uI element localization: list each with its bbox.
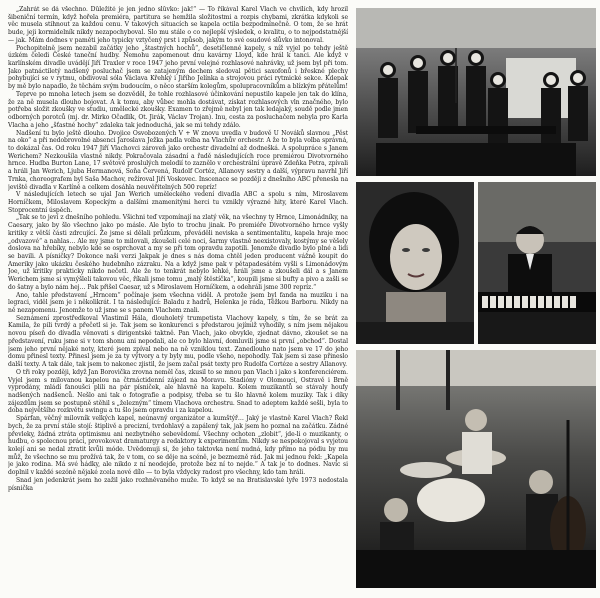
paragraph: Nadšení tu bylo ještě dlouho. Dvojice Osvobozených V + W znovu uvedla v budově U Nováků slavnou „Pěst na oko“ a při nedobrovolné absenci Jaroslava Ježka padla volba na Vlachův orchestr. A že to byla volba správná, to dokázal čas. Od roku 1947 Jiří Vlachovci zároveň jako orchestr divadelní až dodnešká. A spolupráce s Janem Werichem? Nezkoušila vlastně nikdy. Pokračovala zásadní a řadě následujících roce premiérou Divotvorného hrnce. Hudba Burton Lane, 17 světově proslulých melodií to zaznělo v orchestrální úpravě Zdeňka Petra, zpívali a hráli Jan Werich, Ljuba Hermanová, Soňa Červená, Rudolf Cortéz, Allanovy sestry a další, výpravu navrhl Jiří Trnka, choreografem byl Saša Machov, režíroval Jiří Voskovec. Inscenace se později z dnešního ABC přenesla na jeviště divadla v Karlíně a celkem dosáhla neuvěřitelných 500 repríz! <box>8 129 348 191</box>
paragraph: V následujících letech se ujal Jan Werich uměleckého vedení divadla ABC a spolu s ním, Miroslavem Horníčkem, Miloslavem Kopeckým a dalšími znamenitými herci tu vznikly výrazné hity, které Karel Vlach. Stoprocentní úspěch. <box>8 191 348 214</box>
paragraph: Snad jen jedenkrát jsem ho zažil jako rozhněvaného muže. To když se na Bratislavské lyře 1973 nedostala písnička <box>8 476 348 492</box>
article-text-column <box>8 6 348 594</box>
paragraph: „Zahrát se dá všechno. Důležité je jen jedno slůvko: jak!“ — To říkával Karel Vlach ve chvílích, kdy hrozil šibeniční termín, když hořela premiéra, partitura se hemžila složitostmi a rozpis chybami, zkrátka kdykoli se věc musela stihnout za každou cenu. V takových situacích se kapela octila bezpodmínečně. O tom, že se hrát bude, jeji kormidelník nikdy nezapochyboval. Slo mu stále o co nejlepší výsledek, o kvalitu, o to nejpodstatnější — jak. Mám dodnes v paměti jeho typicky vztyčený prst i způsob, jakým to své osudové slůvko intonoval. <box>8 6 348 44</box>
photo-band-drums-bass <box>356 350 596 588</box>
paragraph: „Tak se to jeví z dnešního pohledu. Všichni teď vzpomínají na zlatý věk, na všechny ty Hrnce, Limonádníky, na Caesary, jako by šlo všechno jako po másle. Ale bylo to trochu jinak. Po premiéře Divotvorného hrnce vyšly kritiky z větší části zdrcující. Že jsme si dělali průzkum, převáděli neviska a sentimentalitu, kapela hraje moc „odvazové“ a nahlas… Ale my jsme to milovali, zkoušeli celé noci, šarmy vlastně neexistovaly, kostýmy se věšely doslova na hřebíky, nebylo kde se osprchovat a my se při tom opravdu zapotili. Jenomže divadlo bylo plné a lidi se bavili. A písničky? Dokonce naši verzi Jakpak je dnes s nás doma chtěl jeden producent vážně koupit do Ameriky jako ukázku českého hudebního zázraku. Na a když jsme pak v pětapadesátém vyšli s Limonádovým Joe, už kritiky prakticky nikdo nečetl. Ale že to tenkrát nebylo lehké, hráli jsme a zkoušeli dál a s Janem Werichem jsme si vymýšleli takovou věc, říkali jsme tomu „malý štěstíčka“, koupili jsme si bufty a pivo a zašli se do šatny a bylo nám hej… Pak přišel Caesar, už s Miroslavem Horníčkem, a odehráli jsme 300 repríz.“ <box>8 214 348 291</box>
photo-man-piano <box>478 182 596 344</box>
paragraph: Teprve po mnoha letech jsem se dozvěděl, že tohle rozhlasové účinkování nepustilo kapele jen tak do klína, že za ně musela dlouho bojovat. A k tomu, aby vůbec mohla dostávat, získat rozhlasových vln značného, bylo potřeba složit zkoušky ve studiu, umělecké zkoušky. Examen to zřejmě nebyl jen tak ledajaký, soudě podle jmen odborných porotců (mj. dr. Mirko Očadlík, Ot. Jirák, Václav Trojan). Inu, cesta za posluchačem nebyla pro Karla Vlacha a jeho „šťastné hochy“ zdaleka tak jednoduchá, jak se mi tehdy zdálo. <box>8 90 348 129</box>
photo-portrait-woman <box>356 182 474 344</box>
paragraph: Pochopitelně jsem nezabil začátky jeho „štastných hochů“, desetičlenné kapely, s níž vyjel po tehdy ještě úzkém čeledi České taneční hudby. Nemohu zapomenout dnu kavárny Lloyd, kde hrál k tanci. Ale když v karlínském divadle uvádějí Jiří Traxler v roce 1947 jeho první velejné rozhlasové nahrávky, už jsem byl při tom. Jako patnáctiletý nadšený posluchač jsem se zatajeným dechem sledoval pětici saxofonů i břeskné plechy pohybující se v rytmu, obdivoval sóla Václava Křehký i Jiřího Jelínka a strojovou práci rytmické sekce. Kdepak by mě bylo napadlo, že těchám svým budoucím, o něco starším kolegům, spolupracovníkům a blízkým přátelům! <box>8 44 348 91</box>
paragraph: Ano, tahle představení „Hrncem“ počínaje jsem všechna viděl. A protože jsem byl fanda na muziku i na legraci, viděl jsem je i několikrát. I ta následující: Baladu z hadrů, Helenka je ráda, Těžkou Barboru. Nikdy na ně nezapomenu. Jenomže to už jsme se s panem Vlachem znali. <box>8 291 348 315</box>
paragraph: Spárfan, věčný milovník velkých kapel, neúnavný organizátor a kumštýř… Jaký je vlastně Karel Vlach? Řekl bych, že za první stále stojí: štiplivě a precizní, tvrdohlavý a zapálený tak, jak jsem ho poznal na začátku. Zádné převleky, žádná ztráta optimismu ani nezbytného sebevědomí. Všechny ochoten „zlobit“, jde-li o muzikanty, o hudbu, o spolecnou práci, provokovat dramaturgy a redaktory k experimentům. Nikdy se nespokojoval s vyjetou kolejí ani se nedal ztratit kvůli móde. Uvědomuji si, že jeho taktovka není nudná, kdy přímo na pódiu by mu můž, že všechno se mu prožívá tak, že v tom, co se děje na scéně, je bezmezně rád. Jak mi jednou řekl: „Kapela je jako rodina. Má své hádky, ale nikdo z ní neodejde, protože bez ní to nejde.“ A tak je to dodnes. Navíc si doplnil v každé sezóně nějaké zcela nové dílo — to byla vždycky radost pro všechny, kdo tam hráli. <box>8 415 348 477</box>
photo-band-studio <box>356 8 596 176</box>
paragraph: Seznámení zprostředkoval Vlastimil Hála, dlouholetý trumpetista Vlachovy kapely, s tím, že se brát za Kamila, že pili tvrdý a přečetl si je. Tak jsem se konkurenci s předstarou jejímiž vyhodily, s ním jsem nějakou novou píseň do dívadla věnovati s dirigentské taktně. Pan Vlach, jako obvykle, zjednat dávno, zkoušet se na představení, ruku jsme si v tom shonu ani nepodali, ale co bylo hlavní, domluvili jsme si první „obchod“. Dostal jsem jeho první nějaké noty, které jsem zpíval nebo na ně vzniklou text. Zanedlouho nato jsem ve 17 do jeho domu přinesl texty. Přinesl jsem je za ty výtvory a ty byly mu, podle všeho, nepohodly. Tak jsem si zase přineslo další texty. A tak dále, tak jsem to nakonec zjistil, že jsem začal psát texty pro Rudolfa Cortéze a sestry Allanovy. <box>8 314 348 369</box>
photo-column <box>352 0 600 598</box>
paragraph: O tři roky později, když Jan Borovička zrovna neměl čas, zkusil to se mnou pan Vlach i jako s konferenciérem. Vyjel jsem s milovanou kapelou na čtrnáctidenní zájezd na Moravu. Stadióny v Olomouci, Ostravě i Brně vyprodány, mládí fanoušci plili na pár písniček, ale hlavně na kapelu. Kolem muzikantů se stávaly houfy nadšených nadšenců. Nešlo ani tak o fotografie a podpisy, třeba se tu šlo hlavně kolem muziky. Tak i díky zájezdům jsem se postupně stěhil s „železným“ tímem Vlachova orchestru. Snad to adeptem každé sešli, byla to doba největšího rozkvětu swingu a tu šlo jsem opravdu i za kapelou. <box>8 368 348 415</box>
